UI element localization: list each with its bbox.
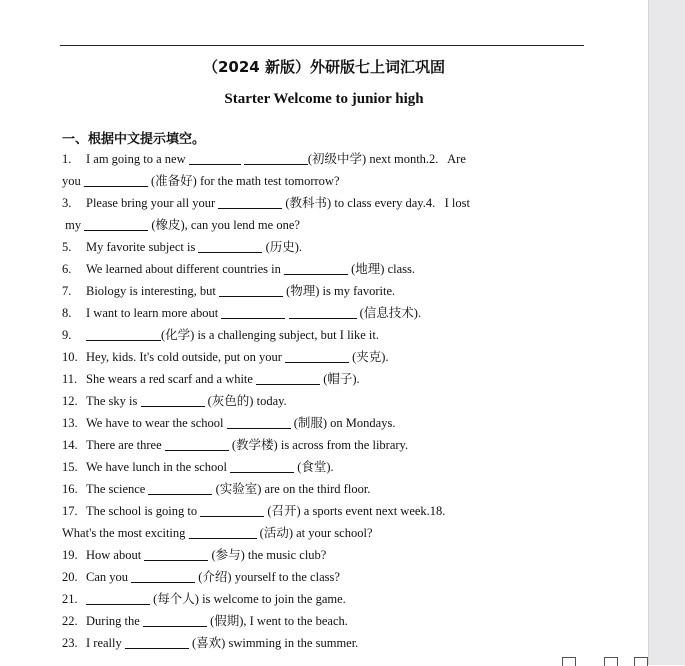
section-heading: 一、根据中文提示填空。 bbox=[62, 132, 206, 147]
exercise-line: you (准备好) for the math test tomorrow? bbox=[62, 174, 340, 188]
exercise-line: 9. (化学) is a challenging subject, but I like it. bbox=[62, 328, 380, 342]
exercise-line: 13. We have to wear the school (制服) on Mondays. bbox=[62, 416, 396, 430]
exercise-line: 19. How about (参与) the music club? bbox=[62, 548, 327, 562]
exercise-line: my (橡皮), can you lend me one? bbox=[65, 218, 300, 232]
exercise-line: 23. I really (喜欢) swimming in the summer. bbox=[62, 636, 359, 650]
exercise-line: 14. There are three (教学楼) is across from the library. bbox=[62, 438, 409, 452]
exercise-line: 17. The school is going to (召开) a sports event next week.18. bbox=[62, 504, 446, 518]
exercise-line: 16. The science (实验室) are on the third floor. bbox=[62, 482, 371, 496]
exercise-line: 1. I am going to a new (初级中学) next month.2. Are bbox=[62, 152, 466, 166]
exercise-line: 3. Please bring your all your (教科书) to class every day.4. I lost bbox=[62, 196, 470, 210]
exercise-line: 15. We have lunch in the school (食堂). bbox=[62, 460, 334, 474]
document-subtitle: Starter Welcome to junior high bbox=[224, 91, 424, 107]
exercise-line: What's the most exciting (活动) at your school? bbox=[62, 526, 373, 540]
exercise-list bbox=[62, 148, 642, 654]
exercise-line: 12. The sky is (灰色的) today. bbox=[62, 394, 287, 408]
exercise-line: 20. Can you (介绍) yourself to the class? bbox=[62, 570, 340, 584]
vertical-scrollbar[interactable] bbox=[648, 0, 685, 665]
exercise-line: 10. Hey, kids. It's cold outside, put on your (夹克). bbox=[62, 350, 389, 364]
exercise-line: 22. During the (假期), I went to the beach. bbox=[62, 614, 348, 628]
exercise-line: 11. She wears a red scarf and a white (帽子). bbox=[62, 372, 360, 386]
exercise-line: 8. I want to learn more about (信息技术). bbox=[62, 306, 422, 320]
header-rule bbox=[60, 45, 584, 46]
exercise-line: 7. Biology is interesting, but (物理) is my favorite. bbox=[62, 284, 396, 298]
exercise-line: 6. We learned about different countries in (地理) class. bbox=[62, 262, 415, 276]
exercise-line: 5. My favorite subject is (历史). bbox=[62, 240, 303, 254]
document-title: （2024 新版）外研版七上词汇巩固 bbox=[203, 58, 445, 76]
exercise-line: 21. (每个人) is welcome to join the game. bbox=[62, 592, 346, 606]
